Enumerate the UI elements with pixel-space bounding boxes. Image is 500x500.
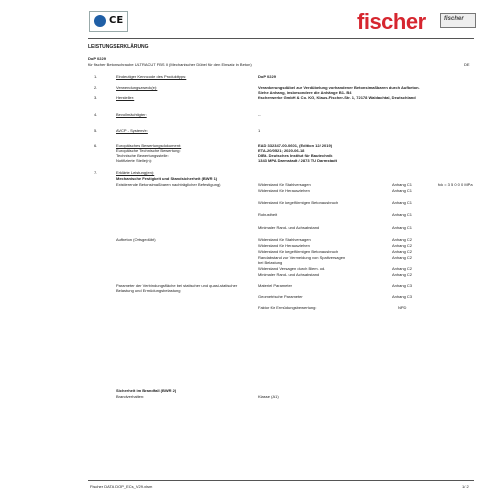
performance-annex: Anhang C2 [392,243,413,248]
performance-annex: Anhang C1 [392,188,413,193]
performance-annex: Anhang C1 [392,225,413,230]
performance-annex: Anhang C2 [392,266,413,271]
performance-annex: Anhang C2 [392,272,413,277]
row-6-value-3: DIBt- Deutsches Institut für Bautechnik [258,153,333,158]
document-title: LEISTUNGSERKLÄRUNG [88,44,149,50]
brand-badge-text: fischer [444,16,464,22]
language-code: DE [464,62,470,67]
performance-item: Widerstand für Stahlversagen [258,182,311,187]
performance-annex: Anhang C1 [392,200,413,205]
performance-item: Geometrische Parameter [258,294,303,299]
product-line: für fischer Betonschraube ULTRACUT FBS II (Mechanischer Dübel für den Einsatz in Beton) [88,62,252,67]
row-6-number: 6. [94,143,98,148]
row-1-number: 1. [94,74,98,79]
header-divider [88,38,474,39]
performance-item: Robustheit [258,212,278,217]
row-7-label: Erklärte Leistung(en): [116,170,155,175]
performance-item: Faktor für Ermüdungsbewertung: [258,305,317,310]
row-5-number: 5. [94,128,98,133]
performance-item: Widerstand für kegelförmigen Betonausbruch [258,249,339,254]
performance-annex: Anhang C3 [392,283,413,288]
performance-annex: Anhang C2 [392,249,413,254]
row-2-number: 2. [94,85,98,90]
brand-badge [440,13,476,28]
section-2-left-label: Aufbeton (Ortsgedübt) [116,237,156,242]
row-4-value: -- [258,112,261,117]
row-7-subheading: Mechanische Festigkeit und Standsicherheit (BWR 1) [116,176,218,181]
performance-extra: fck = 3 5 0 0 0 MPa [438,182,473,187]
row-2-label: Verwendungszweck(e): [116,85,158,90]
performance-item: Widerstand Versagen durch Biem. od. [258,266,326,271]
section-3-left-label: Parameter der Verbindungsfläche bei statischer und quasi-statischer Belastung und Ermüdungsbelastung [116,283,238,293]
row-5-label: AVCP - System/e: [116,128,148,133]
row-7-number: 7. [94,170,98,175]
performance-annex: Anhang C1 [392,212,413,217]
row-6-value: EAD 332347-00-0601, (Edition 12/ 2019) [258,143,333,148]
performance-item: Widerstand für kegelförmigen Betonausbruch [258,200,339,205]
fire-safety-heading: Sicherheit im Brandfall (BWR 2) [116,388,177,393]
performance-annex: NPD [398,305,407,310]
performance-item: Minimaler Rand- und Achsabstand [258,225,320,230]
performance-item: Widerstand für Herausziehen [258,188,310,193]
performance-annex: Anhang C2 [392,255,413,260]
row-6-value-2: ETA-20/0521; 2020-06-18 [258,148,305,153]
performance-item: Randabstand zur Vermeidung von Spaltversagen [258,255,346,260]
row-3-label: Hersteller: [116,95,135,100]
performance-item: Widerstand für Herausziehen [258,243,310,248]
performance-annex: Anhang C3 [392,294,413,299]
row-3-value: fischerwerke GmbH & Co. KG, Klaus-Fischer-Str. 1, 72178 Waldachtal, Deutschland [258,95,416,100]
row-3-number: 3. [94,95,98,100]
performance-item: Widerstand für Stahlversagen [258,237,311,242]
row-2-value: Verankerungsdübel zur Verdübelung vorhandener Betonsimaßbaren durch Aufbeton. [258,85,420,90]
row-6-label-2: Europäische Technische Bewertung: [116,148,181,153]
row-6-label-3: Technische Bewertungsstelle: [116,153,169,158]
ce-mark-logo [89,11,128,32]
row-1-value: DoP 0229 [258,74,276,79]
fire-safety-label: Brandverhalten: [116,394,145,399]
row-2-value-2: Siehe Anhang, insbesondere die Anhänge B1- B4 [258,90,352,95]
row-1-label: Eindeutiger Kenncode des Produkttyps: [116,74,187,79]
performance-annex: Anhang C1 [392,182,413,187]
footer-divider [88,480,474,481]
row-4-label: Bevollmächtigter: [116,112,147,117]
footer-filename: Fischer DATA DOP_ECs_V29.xlsm [90,484,153,489]
brand-logo: fischer [357,9,426,34]
row-6-value-4: 1343 MPA Darmstadt / 2873 TU Darmstadt [258,158,337,163]
ce-icon: CE [109,15,124,26]
performance-item: bei Belastung [258,260,283,265]
performance-item: Materiel Parameter [258,283,293,288]
performance-annex: Anhang C2 [392,237,413,242]
performance-item: Minimaler Rand- und Achsabstand [258,272,320,277]
row-5-value: 1 [258,128,261,133]
page-number: 1/ 2 [462,484,469,489]
row-4-number: 4. [94,112,98,117]
dop-number: DoP 0229 [88,56,106,61]
row-6-label: Europäisches Bewertungsdokument: [116,143,182,148]
row-6-label-4: Notifizierte Stelle(n): [116,158,153,163]
section-1-left-label: Existierende Betonsimaßbaren nachträglicher Befestigung) [116,182,221,187]
fire-safety-value: Klasse (A1) [258,394,279,399]
globe-icon [94,15,106,27]
